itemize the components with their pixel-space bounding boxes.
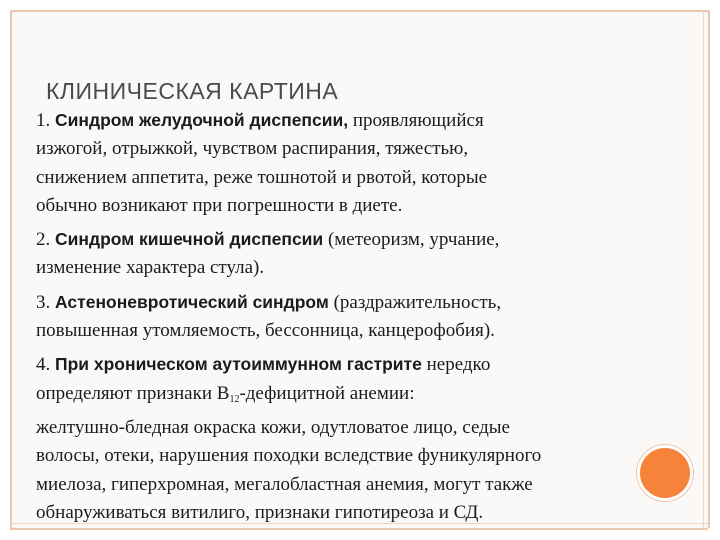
- item-3-line-2: повышенная утомляемость, бессонница, канцерофобия).: [36, 320, 495, 342]
- frame-border-right-inner: [703, 10, 704, 528]
- item-2-line-2: изменение характера стула).: [36, 257, 265, 279]
- frame-border-bottom: [10, 528, 708, 530]
- slide-title: КЛИНИЧЕСКАЯ КАРТИНА: [46, 78, 339, 104]
- item-3-number: 3.: [36, 291, 55, 313]
- item-2-number: 2.: [36, 229, 55, 251]
- item-4-subscript: 12: [229, 393, 240, 405]
- item-4: [36, 350, 696, 527]
- item-4-line-5: миелоза, гиперхромная, мегалобластная анемия, могут также: [36, 473, 533, 495]
- item-1: [36, 106, 696, 220]
- item-4-number: 4.: [36, 354, 55, 376]
- item-1-number: 1.: [36, 110, 55, 131]
- item-4-line-2: определяют признаки В: [36, 382, 230, 404]
- item-4-line-3: желтушно-бледная окраска кожи, одутловатое лицо, седые: [36, 416, 510, 438]
- item-3-heading: Астеноневротический синдром: [55, 291, 329, 312]
- slide-body: [36, 106, 696, 527]
- item-4-line-1: нередко: [421, 354, 491, 376]
- frame-border-left: [10, 10, 12, 528]
- item-3-line-1: (раздражительность,: [328, 291, 502, 313]
- item-1-line-4: обычно возникают при погрешности в диете.: [36, 194, 403, 216]
- item-3: [36, 288, 696, 346]
- item-4-line-4: волосы, отеки, нарушения походки вследствие фуникулярного: [36, 445, 542, 467]
- item-1-line-3: снижением аппетита, реже тошнотой и рвотой, которые: [36, 166, 488, 188]
- frame-border-top: [10, 10, 708, 12]
- item-2-heading: Синдром кишечной диспепсии: [55, 229, 324, 250]
- item-1-line-1: проявляющийся: [348, 110, 484, 131]
- item-4-line-2-end: -дефицитной анемии:: [239, 382, 415, 404]
- item-4-line-6: обнаруживаться витилиго, признаки гипотиреоза и СД.: [36, 501, 484, 523]
- item-1-heading: Синдром желудочной диспепсии,: [55, 110, 349, 130]
- frame-border-right: [708, 10, 710, 528]
- item-1-line-2: изжогой, отрыжкой, чувством распирания, тяжестью,: [36, 138, 469, 160]
- item-4-heading: При хроническом аутоиммунном гастрите: [55, 354, 422, 375]
- item-2-line-1: (метеоризм, урчание,: [323, 229, 500, 251]
- item-2: [36, 225, 696, 283]
- decorative-orange-circle: [637, 445, 693, 501]
